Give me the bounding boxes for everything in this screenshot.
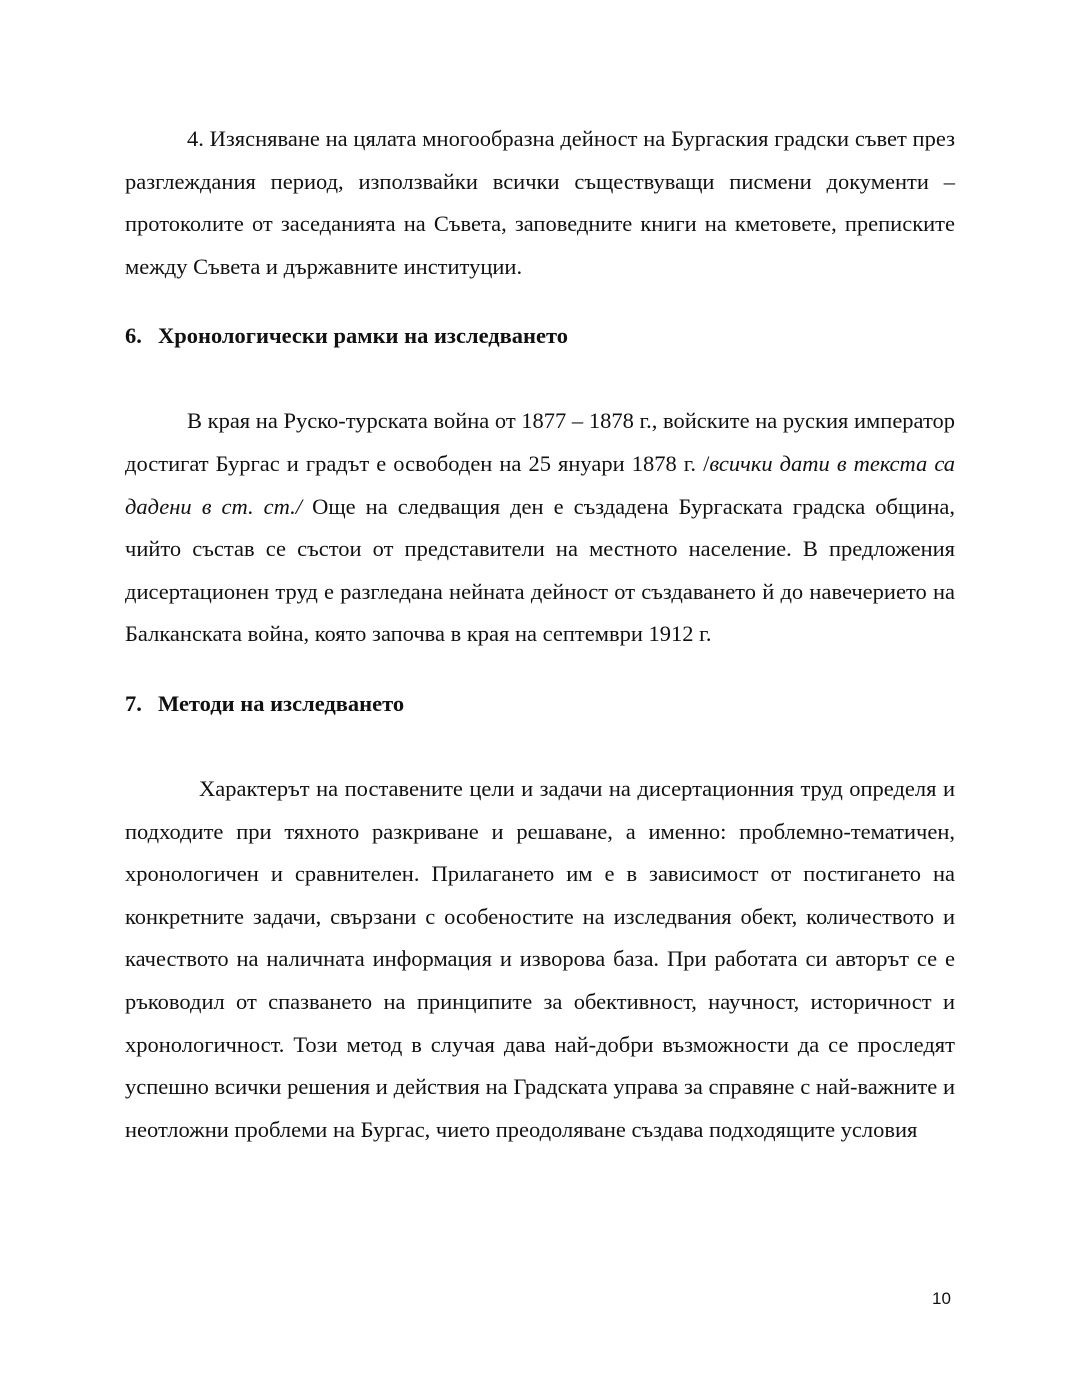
section-6-text-end: Още на следващия ден е създадена Бургаската градска община, чийто състав се състои от представители на местното население. В предложения дисертационен труд е разгледана нейната дейност от създаването й до навечерието на Балканската война, която започва в края на септември 1912 г. [125,493,955,647]
page-number: 10 [932,1289,951,1308]
section-6-text-start: В края на Руско-турската война от 1877 – 1878 г., войските на руския император достигат Бургас и градът е освободен на 25 януари 1878 г. / [125,408,955,476]
section-6-heading [125,315,955,357]
section-6-paragraph [125,400,955,656]
section-6-title: Хронологически рамки на изследването [158,323,568,349]
section-7-number: 7. [125,690,142,716]
section-7-heading [125,683,955,725]
section-6-number: 6. [125,323,142,349]
paragraph-objective-4: 4. Изясняване на цялата многообразна дейност на Бургаския градски съвет през разглеждания период, използвайки всички съществуващи писмени документи – протоколите от заседанията на Съвета, заповедните книги на кметовете, преписките между Съвета и държавните институции. [125,126,955,279]
section-7-paragraph: Характерът на поставените цели и задачи на дисертационния труд определя и подходите при тяхното разкриване и решаване, а именно: проблемно-тематичен, хронологичен и сравнителен. Прилагането им е в зависимост от постигането на конкретните задачи, свързани с особеностите на изследвания обект, количеството и качеството на наличната информация и изворова база. При работата си авторът се е ръководил от спазването на принципите за обективност, научност, историчност и хронологичност. Този метод в случая дава най-добри възможности да се проследят успешно всички решения и действия на Градската управа за справяне с най-важните и неотложни проблеми на Бургас, чието преодоляване създава подходящите условия [125,775,955,1142]
section-7-title: Методи на изследването [158,690,405,716]
section-6-text-italic: всички дати в текста са дадени в ст. ст./ [125,450,956,519]
page-content [125,118,955,1151]
